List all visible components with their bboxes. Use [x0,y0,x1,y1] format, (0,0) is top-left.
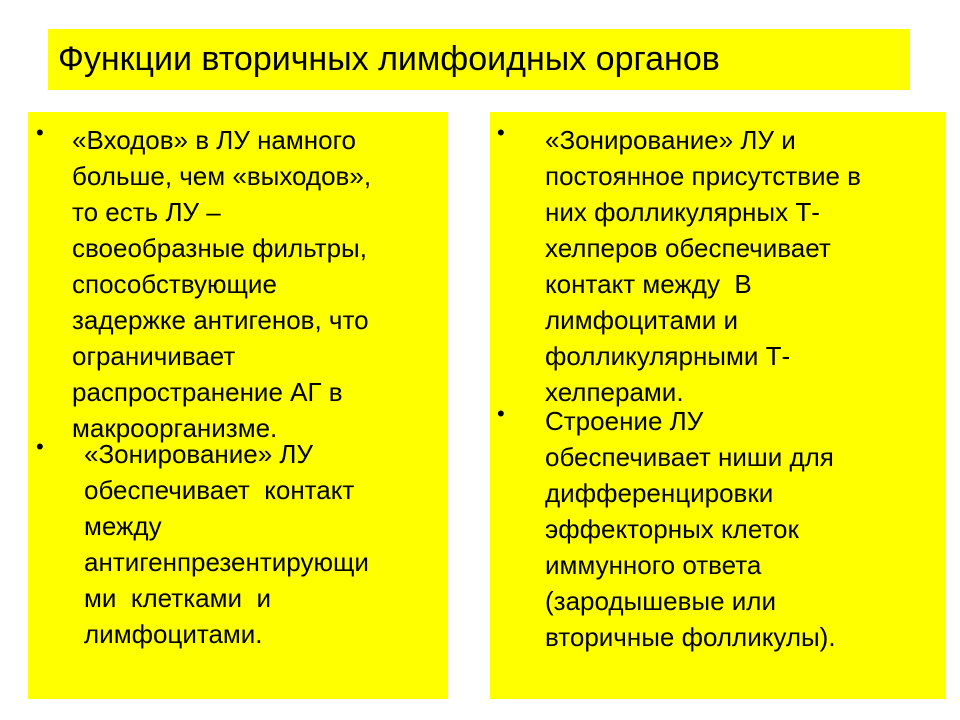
bullet-marker: • [497,401,505,426]
right-item-2: Строение ЛУ обеспечивает ниши для дифференцировки эффекторных клеток иммунного ответа (зародышевые или вторичные фолликулы). [545,406,836,652]
slide-title: Функции вторичных лимфоидных органов [58,40,720,78]
bullet-marker: • [36,434,44,459]
right-item-1: «Зонирование» ЛУ и постоянное присутствие в них фолликулярных Т- хелперов обеспечивает контакт между В лимфоцитами и фолликулярными Т- хелперами. [545,125,861,407]
left-item-1: «Входов» в ЛУ намного больше, чем «выходов», то есть ЛУ – своеобразные фильтры, способствующие задержке антигенов, что ограничивает распространение АГ в макроорганизме. [72,125,372,443]
bullet-marker: • [36,120,44,145]
bullet-marker: • [497,120,505,145]
left-item-2: «Зонирование» ЛУ обеспечивает контакт между антигенпрезентирующи ми клетками и лимфоцитами. [84,439,369,649]
